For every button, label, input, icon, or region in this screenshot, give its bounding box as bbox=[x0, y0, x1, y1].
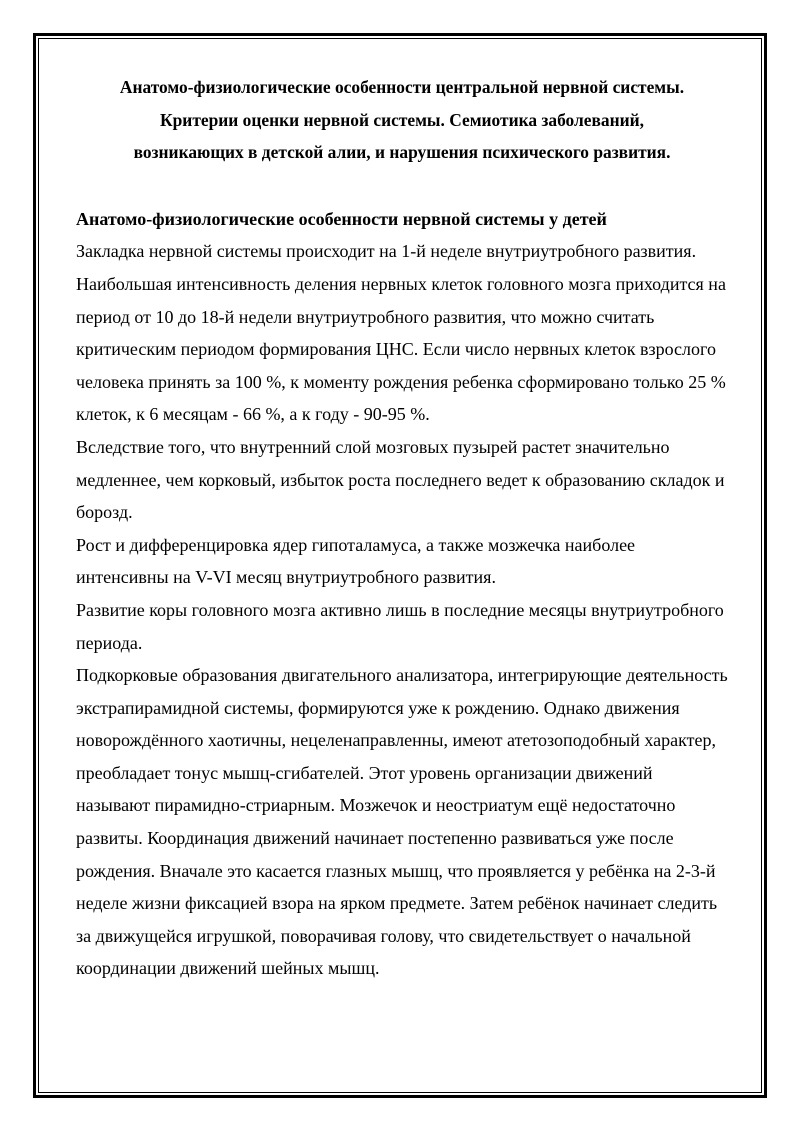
paragraph-3: Рост и дифференцировка ядер гипоталамуса, а также мозжечка наиболее интенсивны на V-VI месяц внутриутробного развития. bbox=[76, 534, 636, 588]
paragraph-4: Развитие коры головного мозга активно лишь в последние месяцы внутриутробного периода. bbox=[76, 599, 724, 653]
title-line-2: Критерии оценки нервной системы. Семиотика заболеваний, bbox=[160, 109, 644, 130]
section-heading: Анатомо-физиологические особенности нервной системы у детей bbox=[76, 208, 607, 229]
title-line-3: возникающих в детской алии, и нарушения психического развития. bbox=[133, 142, 671, 163]
paragraph-2: Вследствие того, что внутренний слой мозговых пузырей растет значительно медленнее, чем корковый, избыток роста последнего ведет к образованию складок и борозд. bbox=[76, 436, 725, 523]
paragraph-1: Закладка нервной системы происходит на 1-й неделе внутриутробного развития. Наибольшая интенсивность деления нервных клеток головного мозга приходится на период от 10 до 18-й недели внутриутробного развития, что можно считать критическим периодом формирования ЦНС. Если число нервных клеток взрослого человека принять за 100 %, к моменту рождения ребенка сформировано только 25 % клеток, к 6 месяцам - 66 %, а к году - 90-95 %. bbox=[76, 241, 726, 425]
document-title bbox=[76, 71, 728, 169]
paragraph-5: Подкорковые образования двигательного анализатора, интегрирующие деятельность экстрапирамидной системы, формируются уже к рождению. Однако движения новорождённого хаотичны, нецеленаправленны, имеют атетозоподобный характер, преобладает тонус мышц-сгибателей. Этот уровень организации движений называют пирамидно-стриарным. Мозжечок и неостриатум ещё недостаточно развиты. Координация движений начинает постепенно развиваться уже после рождения. Вначале это касается глазных мышц, что проявляется у ребёнка на 2-3-й неделе жизни фиксацией взора на ярком предмете. Затем ребёнок начинает следить за движущейся игрушкой, поворачивая голову, что свидетельствует о начальной координации движений шейных мышц. bbox=[76, 665, 728, 979]
title-line-1: Анатомо-физиологические особенности центральной нервной системы. bbox=[119, 77, 685, 97]
document-body bbox=[76, 71, 728, 985]
